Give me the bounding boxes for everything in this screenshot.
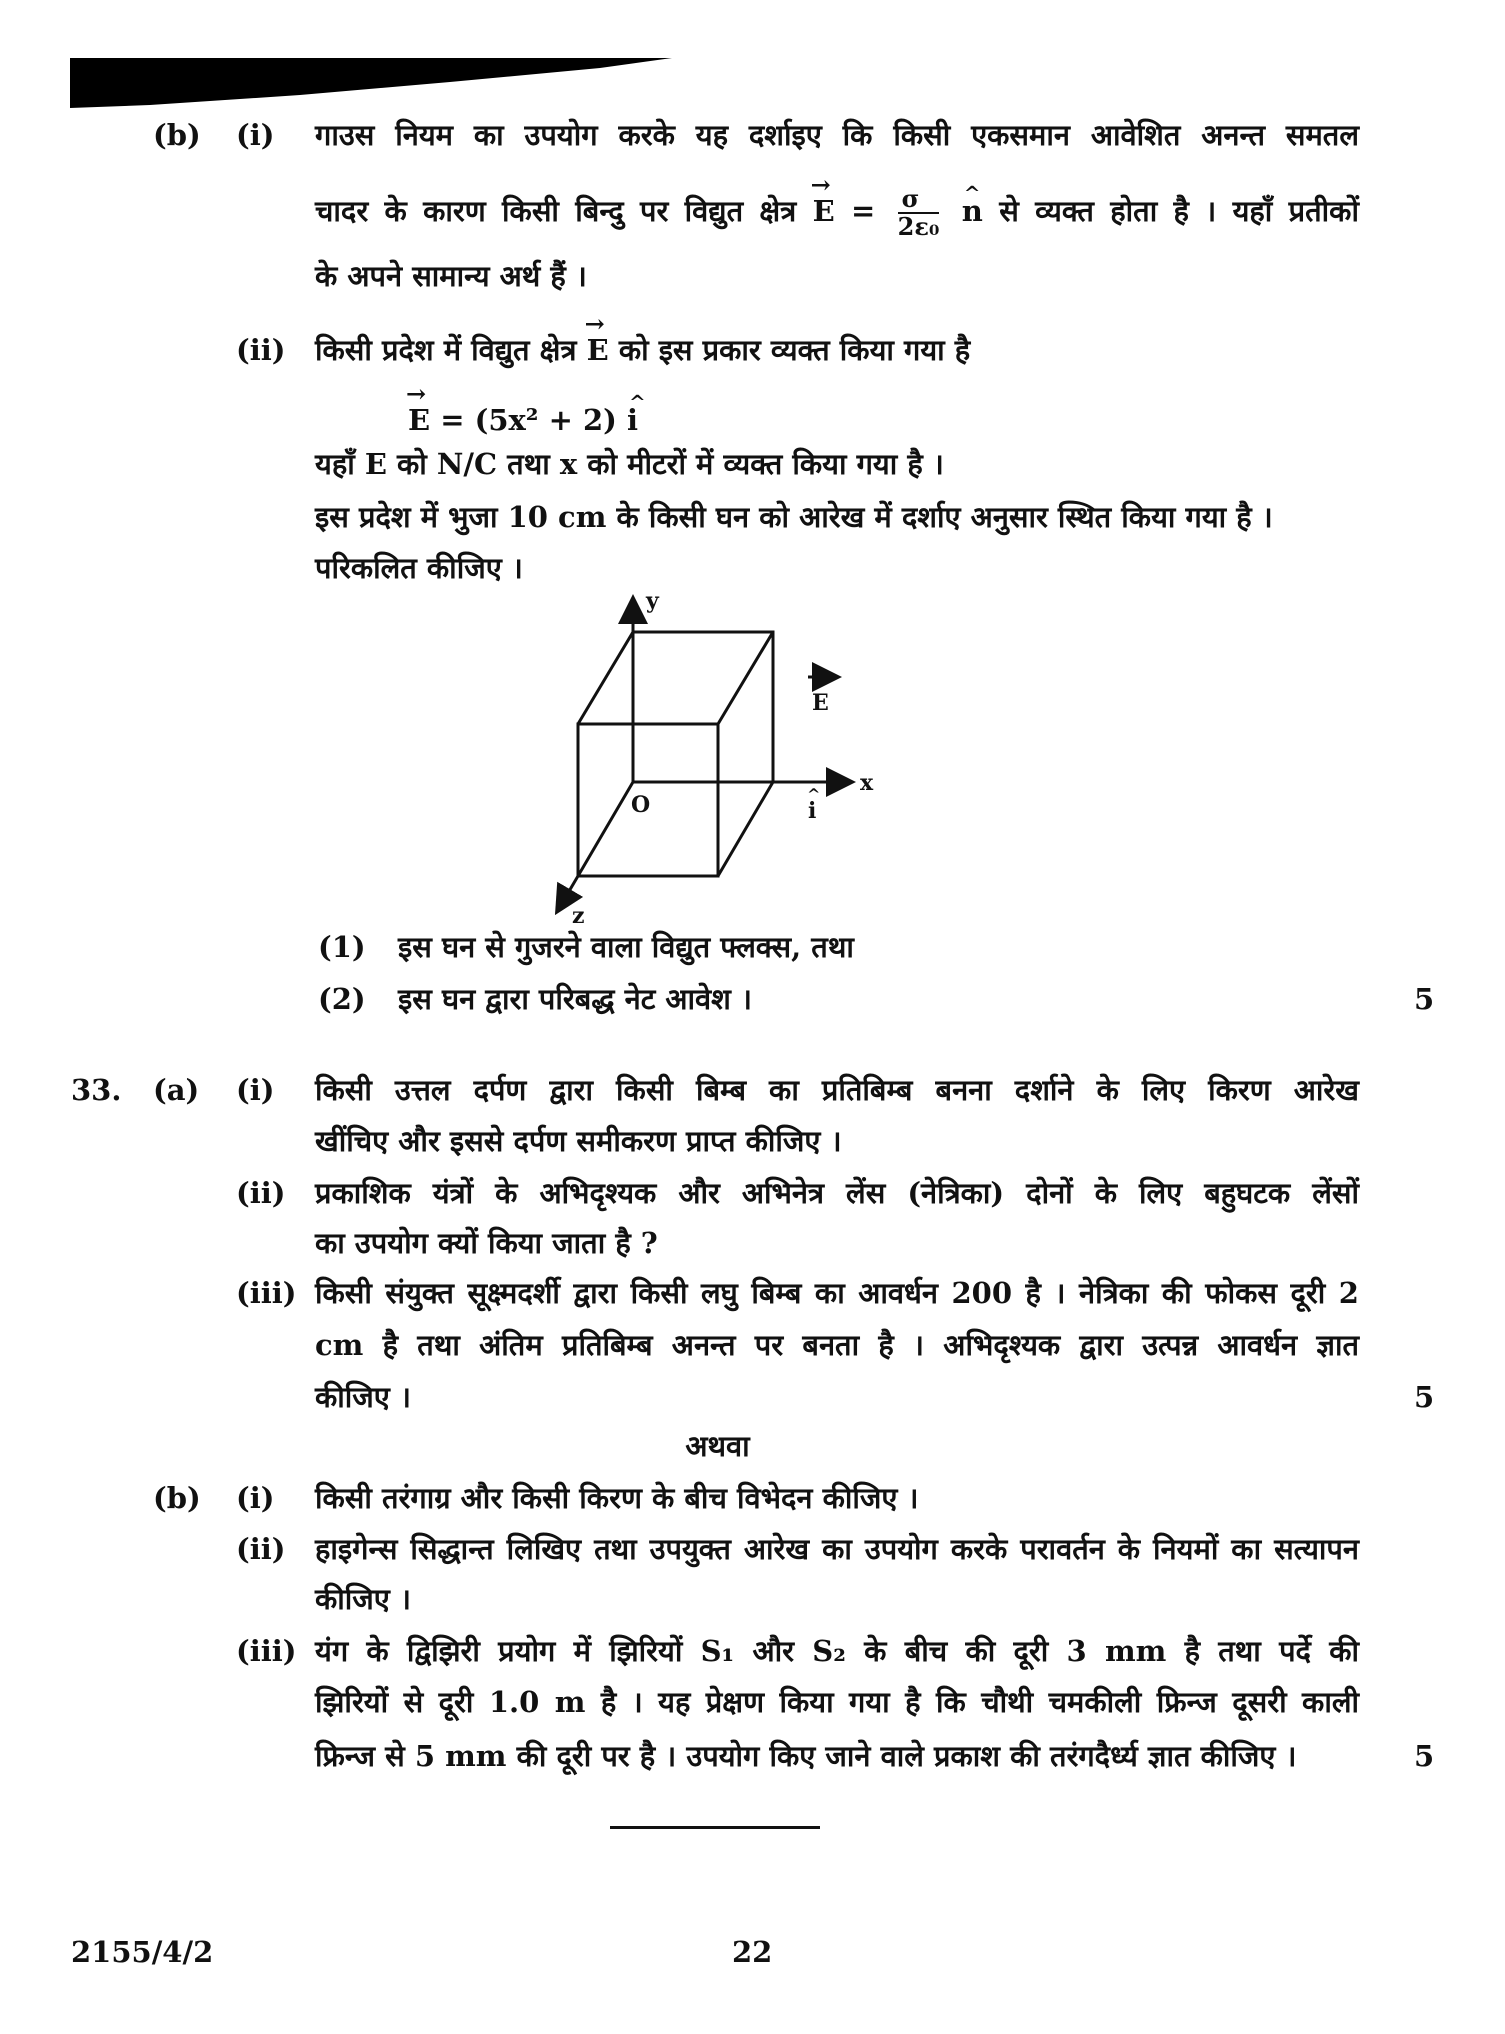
unit-vector-label: i [808,798,817,824]
part-label-b: (b) [153,1481,201,1515]
part-label-b: (b) [153,118,201,152]
text-segment: से व्यक्त होता है । यहाँ प्रतीकों [999,194,1359,228]
fraction [898,186,940,240]
question-text: cm है तथा अंतिम प्रतिबिम्ब अनन्त पर बनता है । अभिदृश्यक द्वारा उत्पन्न आवर्धन ज्ञात [315,1328,1359,1362]
question-text: का उपयोग क्यों किया जाता है ? [315,1226,658,1260]
numerator: σ [898,186,940,214]
question-text: किसी तरंगाग्र और किसी किरण के बीच विभेदन कीजिए । [315,1481,919,1515]
question-text: यंग के द्विझिरी प्रयोग में झिरियों S₁ और S₂ के बीच की दूरी 3 mm है तथा पर्दे की [315,1634,1359,1668]
text-segment: को इस प्रकार व्यक्त किया गया है [618,333,971,367]
text-segment: किसी प्रदेश में विद्युत क्षेत्र [315,333,577,367]
z-axis-label: z [572,903,585,929]
part-label-a: (a) [153,1073,200,1107]
question-text: यहाँ E को N/C तथा x को मीटरों में व्यक्त किया गया है । [315,447,944,481]
subpart-label-ii: (ii) [236,1532,286,1566]
subpart-label-iii: (iii) [236,1634,297,1668]
page-number: 22 [732,1935,773,1969]
svg-text:^: ^ [807,785,821,804]
text-segment: चादर के कारण किसी बिन्दु पर विद्युत क्षेत्र [315,194,797,228]
subpart-label-i: (i) [236,1073,275,1107]
question-text: कीजिए । [315,1582,411,1616]
field-label: E [812,690,829,716]
question-text: खींचिए और इससे दर्पण समीकरण प्राप्त कीजिए । [315,1124,842,1158]
question-text: हाइगेन्स सिद्धान्त लिखिए तथा उपयुक्त आरेख का उपयोग करके परावर्तन के नियमों का सत्यापन [315,1532,1359,1566]
question-number: 33. [71,1073,122,1107]
question-text [315,186,1359,240]
question-text: किसी संयुक्त सूक्ष्मदर्शी द्वारा किसी लघु बिम्ब का आवर्धन 200 है । नेत्रिका की फोकस दूरी 2 [315,1276,1359,1310]
redaction-bar [0,0,700,120]
subpart-label-ii: (ii) [236,1176,286,1210]
question-text: इस प्रदेश में भुजा 10 cm के किसी घन को आरेख में दर्शाए अनुसार स्थित किया गया है । [315,500,1273,534]
vector-E: → E [587,332,609,368]
x-axis-label: x [860,770,874,796]
marks: 5 [1414,1380,1435,1414]
subpart-label-i: (i) [236,1481,275,1515]
vector-E: → E [813,193,835,229]
item-label-1: (1) [318,930,366,964]
marks: 5 [1414,982,1435,1016]
paper-code: 2155/4/2 [71,1935,214,1969]
question-text: प्रकाशिक यंत्रों के अभिदृश्यक और अभिनेत्र लेंस (नेत्रिका) दोनों के लिए बहुघटक लेंसों [315,1176,1359,1210]
question-text: परिकलित कीजिए । [315,551,523,585]
marks: 5 [1414,1739,1435,1773]
or-separator [0,1428,1505,1464]
or-text: अथवा [685,1429,750,1463]
question-text: कीजिए । [315,1380,411,1414]
vector-E: → E [408,402,430,438]
subpart-label-i: (i) [236,118,275,152]
subpart-label-ii: (ii) [236,333,286,367]
equals-sign: = [851,194,876,228]
question-text: इस घन द्वारा परिबद्ध नेट आवेश । [398,982,752,1016]
question-text [315,332,1359,368]
end-rule [610,1826,820,1829]
unit-vector-i: ^ i [627,402,638,438]
equation [408,402,638,438]
subpart-label-iii: (iii) [236,1276,297,1310]
question-text: के अपने सामान्य अर्थ हैं । [315,259,587,293]
origin-label: O [631,792,651,818]
equation-rhs: = (5x² + 2) [440,403,617,437]
denominator: 2ε₀ [897,212,940,241]
question-text: किसी उत्तल दर्पण द्वारा किसी बिम्ब का प्रतिबिम्ब बनना दर्शाने के लिए किरण आरेख [315,1073,1359,1107]
question-text: इस घन से गुजरने वाला विद्युत फ्लक्स, तथा [398,930,854,964]
z-axis [558,876,578,910]
question-text: फ्रिन्ज से 5 mm की दूरी पर है । उपयोग किए जाने वाले प्रकाश की तरंगदैर्ध्य ज्ञात कीजिए । [315,1739,1297,1773]
unit-vector-n: ^ n [962,193,983,229]
question-text: झिरियों से दूरी 1.0 m है । यह प्रेक्षण किया गया है कि चौथी चमकीली फ्रिन्ज दूसरी काली [315,1685,1359,1719]
y-axis-label: y [646,588,659,614]
question-text: गाउस नियम का उपयोग करके यह दर्शाइए कि किसी एकसमान आवेशित अनन्त समतल [315,118,1359,152]
item-label-2: (2) [318,982,366,1016]
